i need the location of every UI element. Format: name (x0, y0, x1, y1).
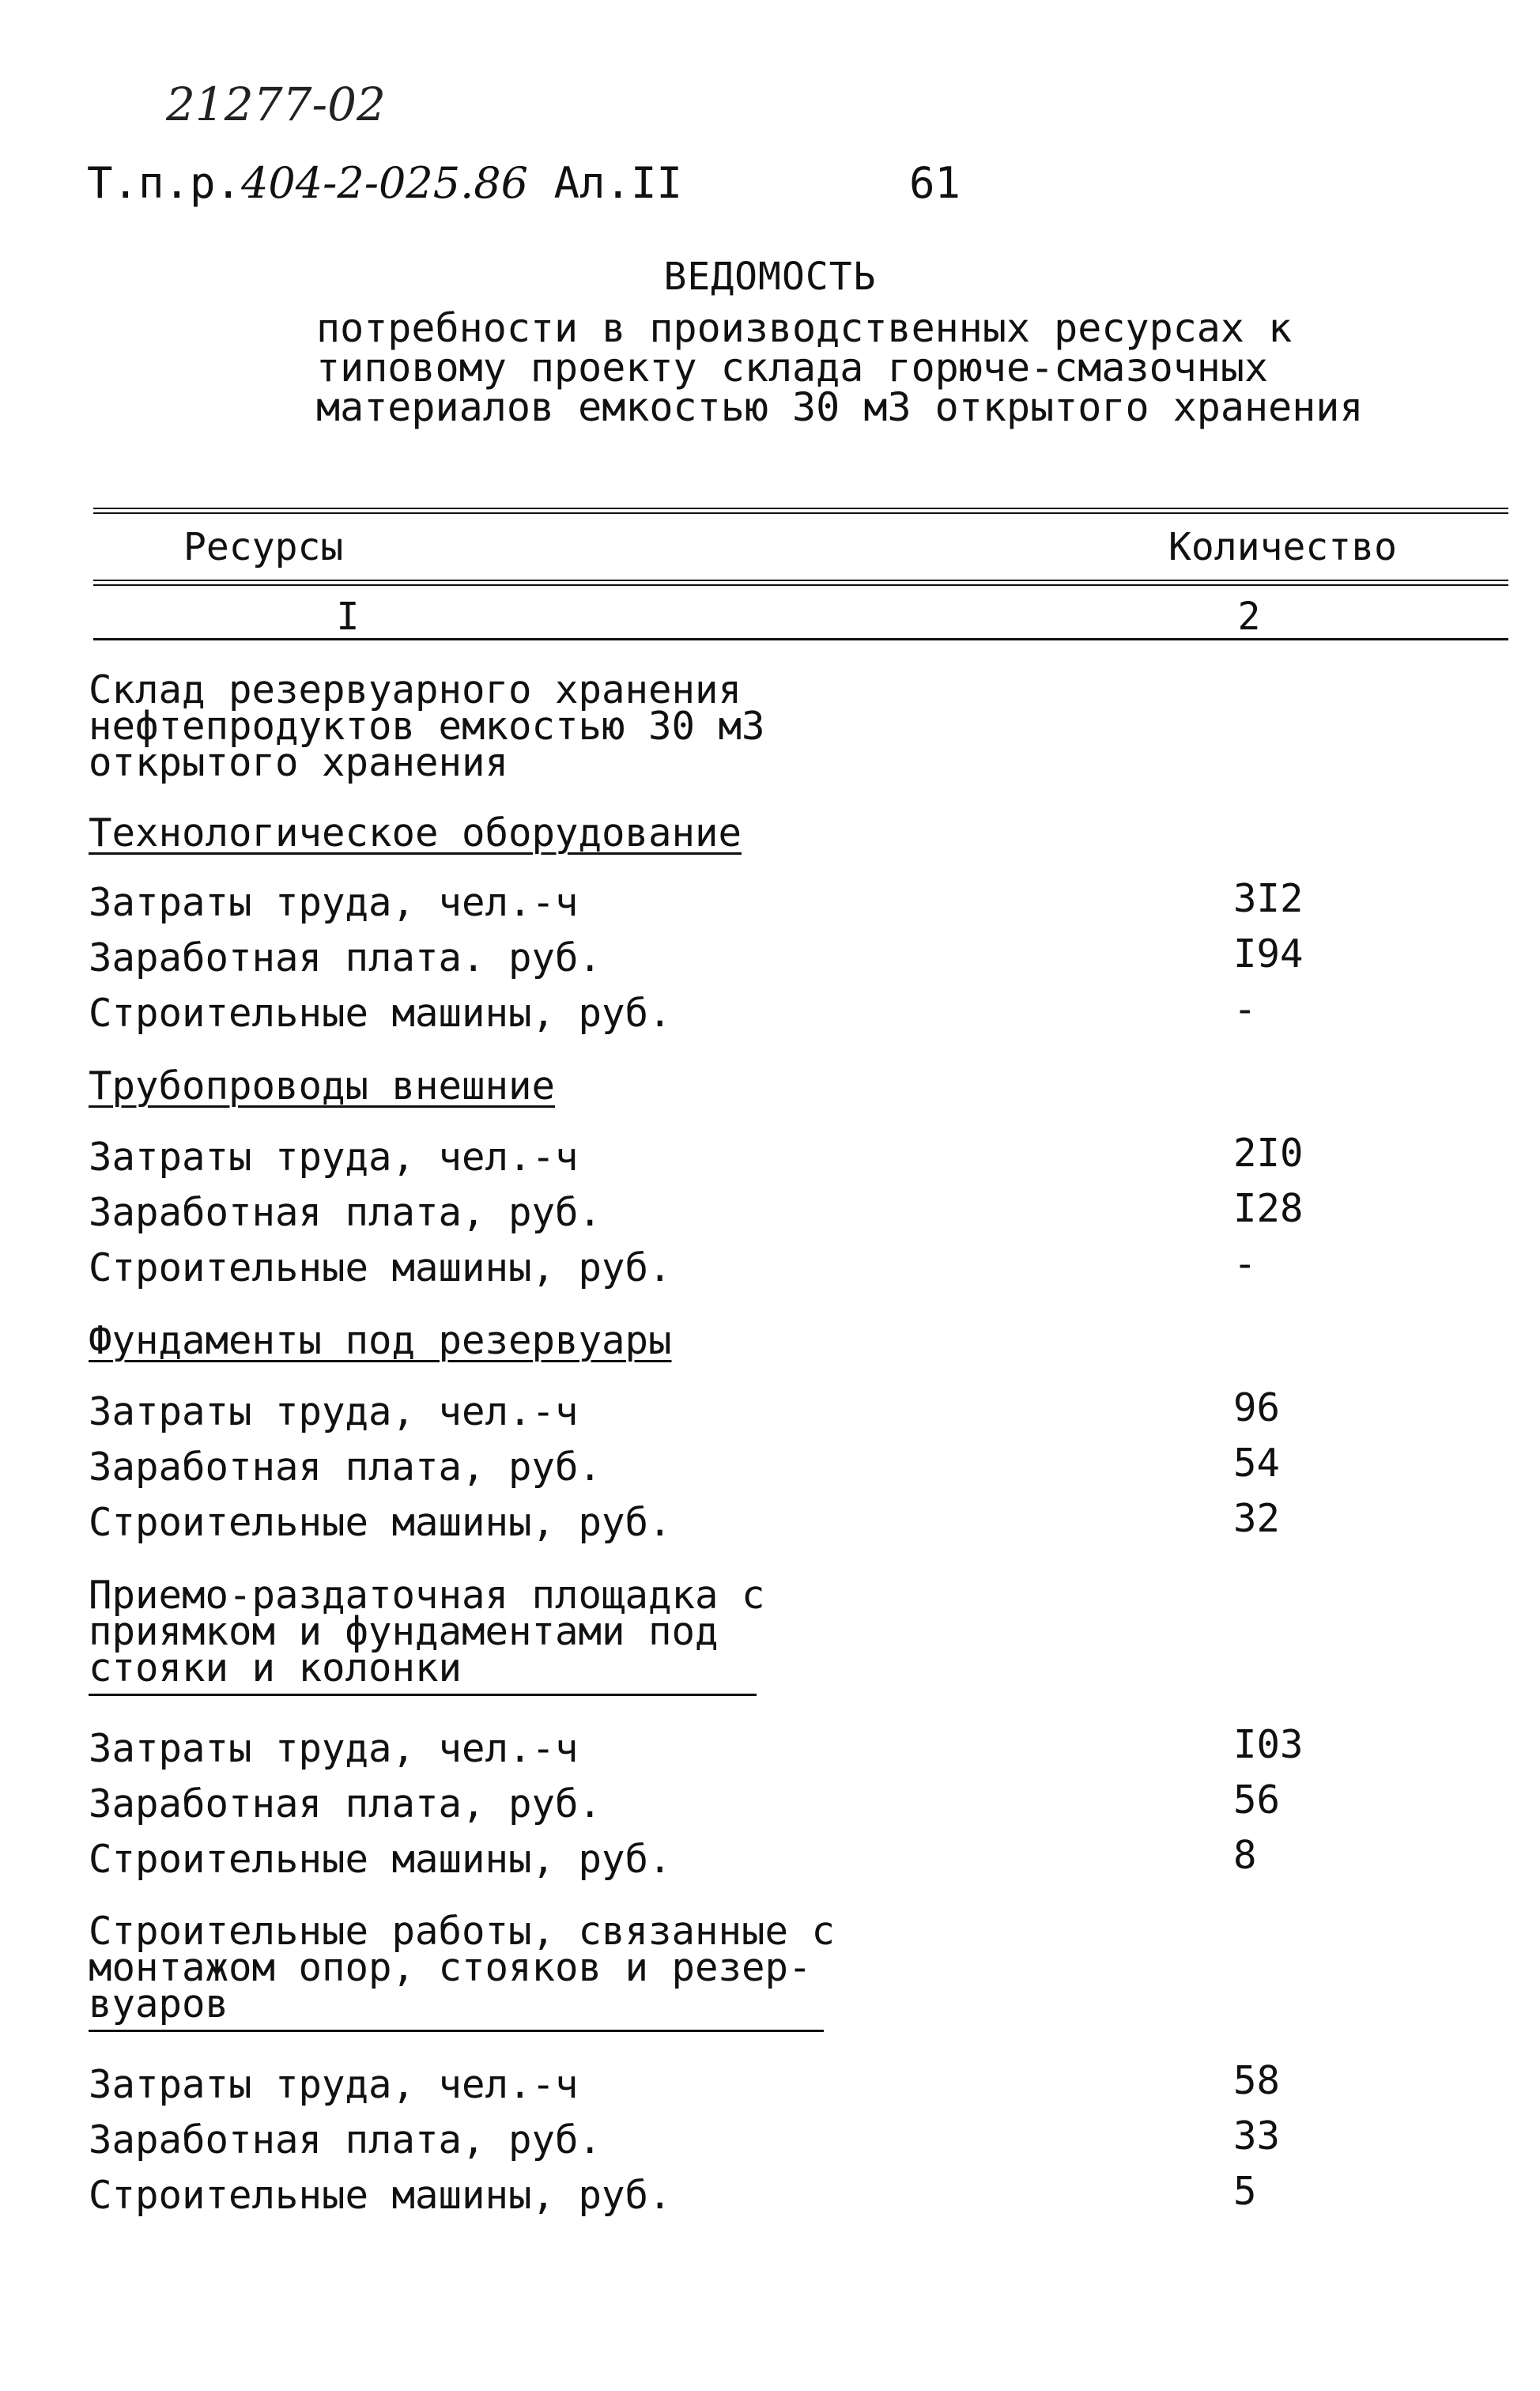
table-header-rule (93, 580, 1508, 586)
archive-number: 21277-02 (166, 77, 386, 131)
table-top-rule (93, 508, 1508, 514)
row-value: 3I2 (1233, 876, 1304, 921)
row-label: Строительные машины, руб. (89, 1837, 672, 1882)
row-label: Затраты труда, чел.-ч (89, 1726, 579, 1771)
row-value: - (1233, 1241, 1257, 1286)
row-value: 32 (1233, 1496, 1281, 1541)
section-title-line: вуаров (89, 1981, 229, 2026)
row-label: Затраты труда, чел.-ч (89, 880, 579, 925)
row-value: 5 (1233, 2169, 1257, 2214)
row-value: I94 (1233, 931, 1304, 976)
doc-prefix: Т.п.р. (87, 158, 242, 208)
row-label: Строительные машины, руб. (89, 1245, 672, 1290)
page-subtitle (316, 305, 1364, 430)
section-title-line: Приемо-раздаточная площадка с (89, 1573, 765, 1618)
section-title: Технологическое оборудование (89, 810, 742, 856)
row-value: 2I0 (1233, 1131, 1304, 1176)
section-underline (89, 1694, 757, 1696)
row-label: Заработная плата, руб. (89, 2117, 602, 2162)
row-value: 56 (1233, 1777, 1281, 1823)
column-number-1: I (336, 595, 360, 639)
row-label: Заработная плата, руб. (89, 1781, 602, 1826)
page-title: ВЕДОМОСТЬ (663, 255, 877, 299)
row-value: 96 (1233, 1385, 1281, 1430)
row-label: Строительные машины, руб. (89, 2173, 672, 2218)
section-title: Трубопроводы внешние (89, 1063, 556, 1109)
row-label: Затраты труда, чел.-ч (89, 2062, 579, 2107)
document-code (87, 158, 682, 208)
section-title (89, 1909, 836, 2026)
section-title-line: монтажом опор, стояков и резер- (89, 1945, 812, 1990)
column-header-quantity: Количество (1168, 525, 1397, 569)
section-title-line: приямком и фундаментами под (89, 1609, 719, 1654)
row-label: Затраты труда, чел.-ч (89, 1135, 579, 1180)
subtitle-line: материалов емкостью 30 м3 открытого хранения (316, 384, 1364, 430)
section-underline (89, 2030, 824, 2032)
row-label: Заработная плата, руб. (89, 1190, 602, 1235)
section-title-line: стояки и колонки (89, 1645, 462, 1690)
row-value: 8 (1233, 1833, 1257, 1878)
section-title-line: Строительные работы, связанные с (89, 1909, 836, 1954)
section-title (89, 1573, 765, 1690)
object-name (89, 667, 765, 785)
column-header-resources: Ресурсы (183, 525, 344, 569)
row-value: 54 (1233, 1441, 1281, 1486)
row-label: Строительные машины, руб. (89, 1500, 672, 1545)
object-line: открытого хранения (89, 740, 509, 785)
row-value: I03 (1233, 1722, 1304, 1767)
column-number-2: 2 (1237, 595, 1261, 639)
object-line: Склад резервуарного хранения (89, 667, 742, 712)
album-label: Ал.II (553, 158, 683, 208)
page-number: 61 (909, 158, 961, 208)
row-value: - (1233, 987, 1257, 1032)
row-value: 33 (1233, 2113, 1281, 2159)
object-line: нефтепродуктов емкостью 30 м3 (89, 704, 765, 749)
subtitle-line: потребности в производственных ресурсах к (316, 305, 1293, 351)
row-value: 58 (1233, 2058, 1281, 2103)
row-label: Заработная плата. руб. (89, 935, 602, 980)
section-title: Фундаменты под резервуары (89, 1318, 672, 1363)
row-label: Заработная плата, руб. (89, 1445, 602, 1490)
subtitle-line: типовому проекту склада горюче-смазочных (316, 345, 1269, 391)
doc-code: 404-2-025.86 (241, 158, 528, 208)
row-value: I28 (1233, 1186, 1304, 1231)
row-label: Затраты труда, чел.-ч (89, 1389, 579, 1434)
column-number-rule (93, 638, 1508, 640)
row-label: Строительные машины, руб. (89, 991, 672, 1036)
